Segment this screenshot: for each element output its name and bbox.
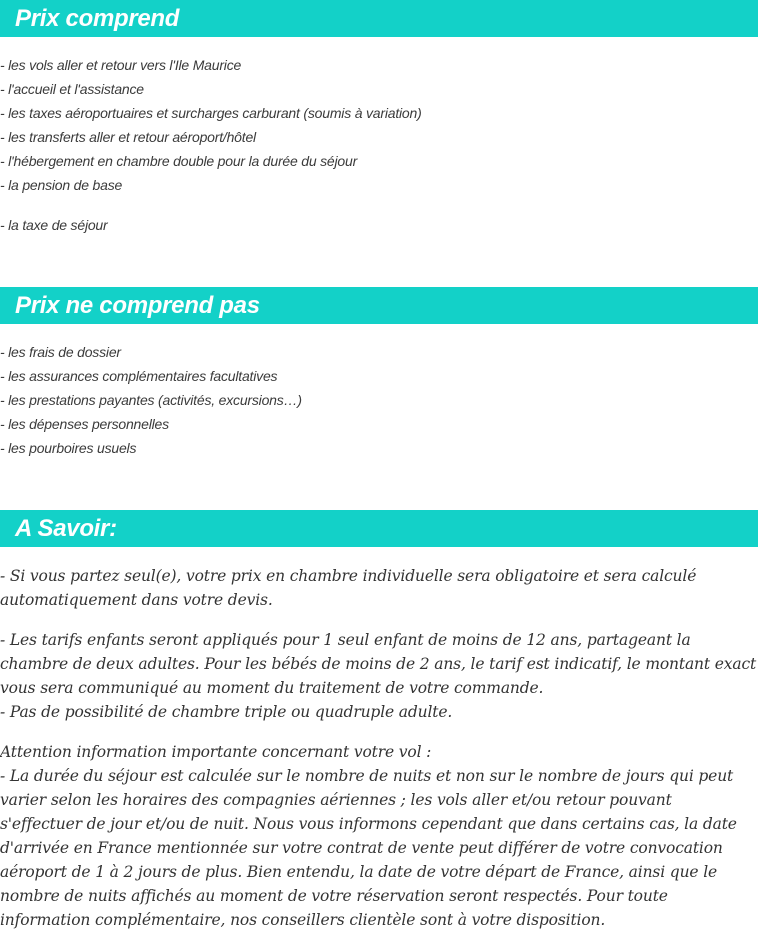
savoir-header: A Savoir: [0, 510, 758, 547]
savoir-paragraph-children-rates: - Les tarifs enfants seront appliqués pour 1 seul enfant de moins de 12 ans, partageant la chambre de deux adultes. Pour les bébés de moins de 2 ans, le tarif est indicatif, le montant exact vous sera communiqué au moment du traitement de votre commande. [0, 631, 757, 697]
excludes-list [0, 340, 302, 460]
list-item: - les vols aller et retour vers l'Ile Maurice [0, 57, 242, 73]
savoir-paragraph-no-triple: - Pas de possibilité de chambre triple ou quadruple adulte. [0, 703, 453, 721]
list-item: - l'hébergement en chambre double pour la durée du séjour [0, 153, 358, 169]
list-item: - la pension de base [0, 177, 123, 193]
savoir-paragraph-flight-info: - La durée du séjour est calculée sur le nombre de nuits et non sur le nombre de jours qui peut varier selon les horaires des compagnies aériennes ; les vols aller et/ou retour pouvant s'effectuer de jour et/ou de nuit. Nous vous informons cependant que dans certains cas, la date d'arrivée en France mentionnée sur votre contrat de vente peut différer de votre convocation aéroport de 1 à 2 jours de plus. Bien entendu, la date de votre départ de France, ainsi que le nombre de nuits affichés au moment de votre réservation seront respectés. Pour toute information complémentaire, nos conseillers clientèle sont à votre disposition. [0, 767, 737, 929]
savoir-flight-warning-title: Attention information importante concernant votre vol : [0, 743, 432, 761]
list-item: - les frais de dossier [0, 344, 121, 360]
list-item: - l'accueil et l'assistance [0, 81, 144, 97]
includes-header: Prix comprend [0, 0, 758, 37]
list-item: - la taxe de séjour [0, 217, 108, 233]
list-item: - les dépenses personnelles [0, 416, 169, 432]
includes-list [0, 53, 422, 237]
list-item: - les prestations payantes (activités, excursions…) [0, 392, 302, 408]
savoir-paragraph-single-room: - Si vous partez seul(e), votre prix en chambre individuelle sera obligatoire et sera calculé automatiquement dans votre devis. [0, 567, 697, 609]
list-item: - les pourboires usuels [0, 440, 137, 456]
list-item: - les transferts aller et retour aéroport/hôtel [0, 129, 256, 145]
excludes-header: Prix ne comprend pas [0, 287, 758, 324]
list-item: - les assurances complémentaires facultatives [0, 368, 278, 384]
list-item: - les taxes aéroportuaires et surcharges carburant (soumis à variation) [0, 105, 422, 121]
